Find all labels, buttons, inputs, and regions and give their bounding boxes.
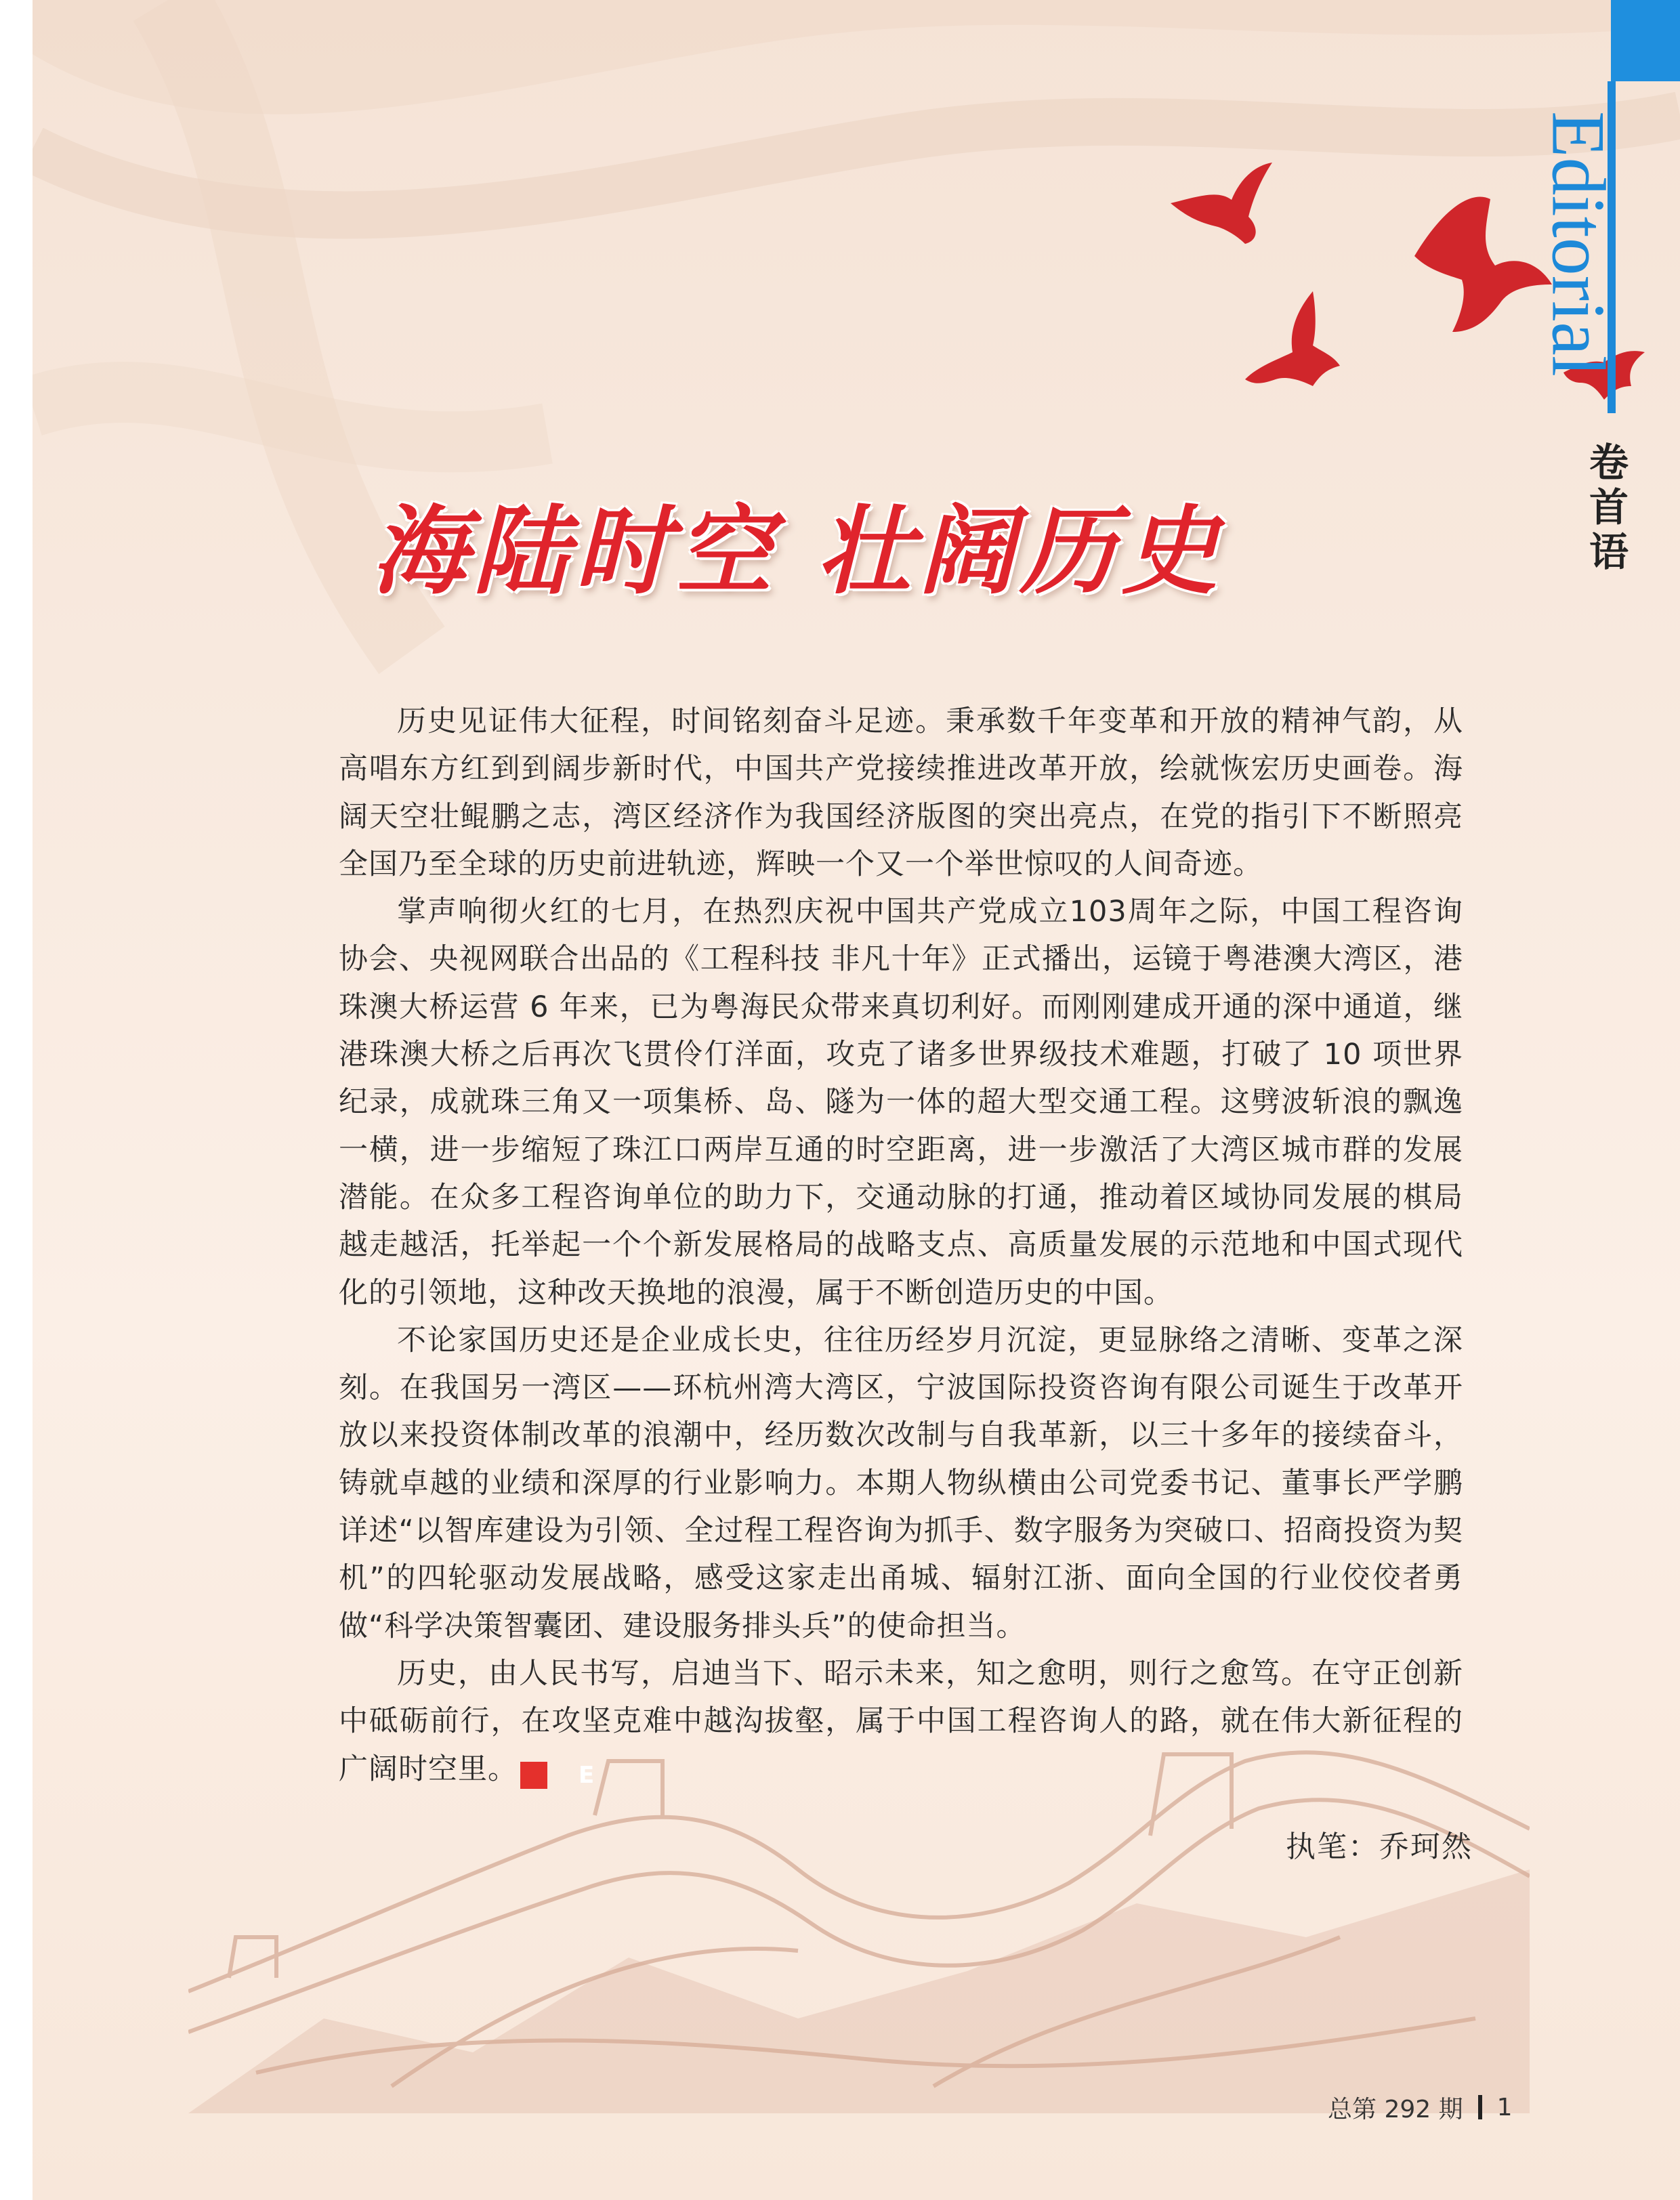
paragraph-2: 掌声响彻火红的七月，在热烈庆祝中国共产党成立103周年之际，中国工程咨询协会、央视网联合出品的《工程科技 非凡十年》正式播出，运镜于粤港澳大湾区，港珠澳大桥运营 6 年来，已为粤海民众带来真切利好。而刚刚建成开通的深中通道，继港珠澳大桥之后再次飞贯伶仃洋面，攻克了诸多世界级技术难题，打破了 10 项世界纪录，成就珠三角又一项集桥、岛、隧为一体的超大型交通工程。这劈波斩浪的飘逸一横，进一步缩短了珠江口两岸互通的时空距离，进一步激活了大湾区城市群的发展潜能。在众多工程咨询单位的助力下，交通动脉的打通，推动着区域协同发展的棋局越走越活，托举起一个个新发展格局的战略支点、高质量发展的示范地和中国式现代化的引领地，这种改天换地的浪漫，属于不断创造历史的中国。 (339, 895, 1463, 1310)
dove-icon (1245, 291, 1340, 386)
paragraph-4 (339, 1650, 1463, 1793)
issue-number: 总第 292 期 (1328, 2095, 1463, 2123)
dove-icon (1414, 197, 1552, 333)
footer-separator (1478, 2095, 1482, 2119)
dove-icon (1171, 163, 1272, 244)
section-label-english: Editorial (1536, 111, 1620, 377)
article-body (339, 698, 1463, 1793)
page-margin (0, 0, 33, 2200)
paragraph-4-text: 历史，由人民书写，启迪当下、昭示未来，知之愈明，则行之愈笃。在守正创新中砥砺前行，在攻坚克难中越沟拔壑，属于中国工程咨询人的路，就在伟大新征程的广阔时空里。 (339, 1656, 1463, 1786)
end-mark-icon: E (520, 1762, 547, 1789)
paragraph-3: 不论家国历史还是企业成长史，往往历经岁月沉淀，更显脉络之清晰、变革之深刻。在我国另一湾区——环杭州湾大湾区，宁波国际投资咨询有限公司诞生于改革开放以来投资体制改革的浪潮中，经历数次改制与自我革新，以三十多年的接续奋斗，铸就卓越的业绩和深厚的行业影响力。本期人物纵横由公司党委书记、董事长严学鹏详述“以智库建设为引领、全过程工程咨询为抓手、数字服务为突破口、招商投资为契机”的四轮驱动发展战略，感受这家走出甬城、辐射江浙、面向全国的行业佼佼者勇做“科学决策智囊团、建设服务排头兵”的使命担当。 (339, 1323, 1463, 1643)
section-color-tab (1611, 0, 1680, 81)
author-byline: 执笔：乔珂然 (1286, 1829, 1473, 1864)
article-title: 海陆时空 壮阔历史 (371, 496, 1223, 608)
section-label-chinese: 卷首语 (1589, 440, 1629, 575)
paragraph-1: 历史见证伟大征程，时间铭刻奋斗足迹。秉承数千年变革和开放的精神气韵，从高唱东方红到到阔步新时代，中国共产党接续推进改革开放，绘就恢宏历史画卷。海阔天空壮鲲鹏之志，湾区经济作为我国经济版图的突出亮点，在党的指引下不断照亮全国乃至全球的历史前进轨迹，辉映一个又一个举世惊叹的人间奇迹。 (339, 704, 1463, 881)
editorial-page (33, 0, 1680, 2200)
page-footer (1328, 2090, 1513, 2124)
page-number: 1 (1496, 2093, 1513, 2121)
